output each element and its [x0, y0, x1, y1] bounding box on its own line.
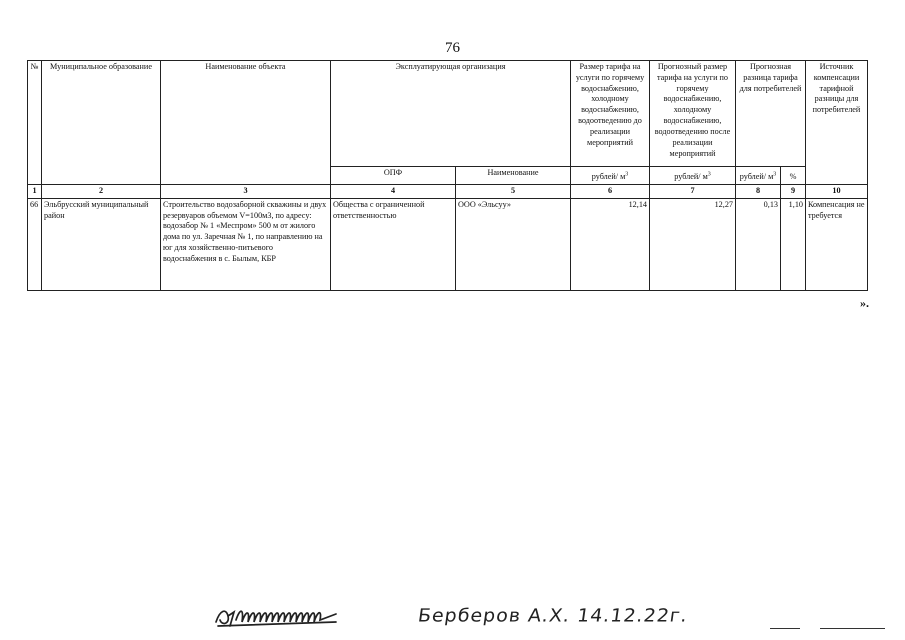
column-number: 6: [571, 185, 650, 199]
row-object-name: Строительство водозаборной скважины и двух резервуаров объемом V=100м3, по адресу: водозабор № 1 «Меспром» 500 м от жилого дома по ул. Заречная № 1, по направлению на юг для хозяйственно-питьевого водоснабжения в с. Былым, КБР: [161, 198, 331, 290]
unit-percent: %: [781, 167, 806, 185]
header-object-name: Наименование объекта: [161, 61, 331, 185]
row-diff-percent: 1,10: [781, 198, 806, 290]
page-number: 76: [445, 40, 460, 56]
tariff-table: [27, 60, 868, 291]
header-compensation-source: Источник компенсации тарифной разницы для потребителей: [806, 61, 868, 185]
signature-line: [820, 628, 885, 629]
row-compensation-source: Компенсация не требуется: [806, 198, 868, 290]
row-tariff-before: 12,14: [571, 198, 650, 290]
column-number: 10: [806, 185, 868, 199]
header-municipality: Муниципальное образование: [42, 61, 161, 185]
header-tariff-before: Размер тарифа на услуги по горячему водоснабжению, холодному водоснабжению, водоотведению до реализации мероприятий: [571, 61, 650, 167]
column-number: 7: [650, 185, 736, 199]
table-row: [28, 198, 868, 290]
header-no: №: [28, 61, 42, 185]
unit-label: рублей/ м: [674, 172, 708, 182]
header-operator: Эксплуатирующая организация: [331, 61, 571, 167]
column-number: 1: [28, 185, 42, 199]
header-diff-forecast: Прогнозная разница тарифа для потребителей: [736, 61, 806, 167]
signature-scribble: [212, 602, 347, 630]
header-org-name: Наименование: [456, 167, 571, 185]
column-number: 9: [781, 185, 806, 199]
row-no: 66: [28, 198, 42, 290]
row-tariff-forecast: 12,27: [650, 198, 736, 290]
unit-rub-per-m3: [571, 167, 650, 185]
header-tariff-forecast: Прогнозный размер тарифа на услуги по горячему водоснабжению, холодному водоснабжению, водоотведению после реализации мероприятий: [650, 61, 736, 167]
row-diff-rub: 0,13: [736, 198, 781, 290]
column-number-row: [28, 185, 868, 199]
row-org-name: ООО «Эльсуу»: [456, 198, 571, 290]
unit-exponent: 3: [625, 171, 629, 178]
signature-name-date: Берберов А.Х. 14.12.22г.: [416, 605, 690, 627]
unit-label: рублей/ м: [739, 172, 774, 182]
unit-rub-per-m3: [650, 167, 736, 185]
column-number: 8: [736, 185, 781, 199]
column-number: 4: [331, 185, 456, 199]
unit-exponent: 3: [773, 171, 777, 178]
row-municipality: Эльбрусский муниципальный район: [42, 198, 161, 290]
column-number: 2: [42, 185, 161, 199]
signature-line: [770, 628, 800, 629]
unit-label: рублей/ м: [591, 172, 626, 182]
header-opf: ОПФ: [331, 167, 456, 185]
closing-quote: ».: [860, 296, 869, 310]
column-number: 3: [161, 185, 331, 199]
column-number: 5: [456, 185, 571, 199]
unit-exponent: 3: [707, 171, 711, 178]
row-opf: Общества с ограниченной ответственностью: [331, 198, 456, 290]
unit-rub-per-m3: [736, 167, 781, 185]
